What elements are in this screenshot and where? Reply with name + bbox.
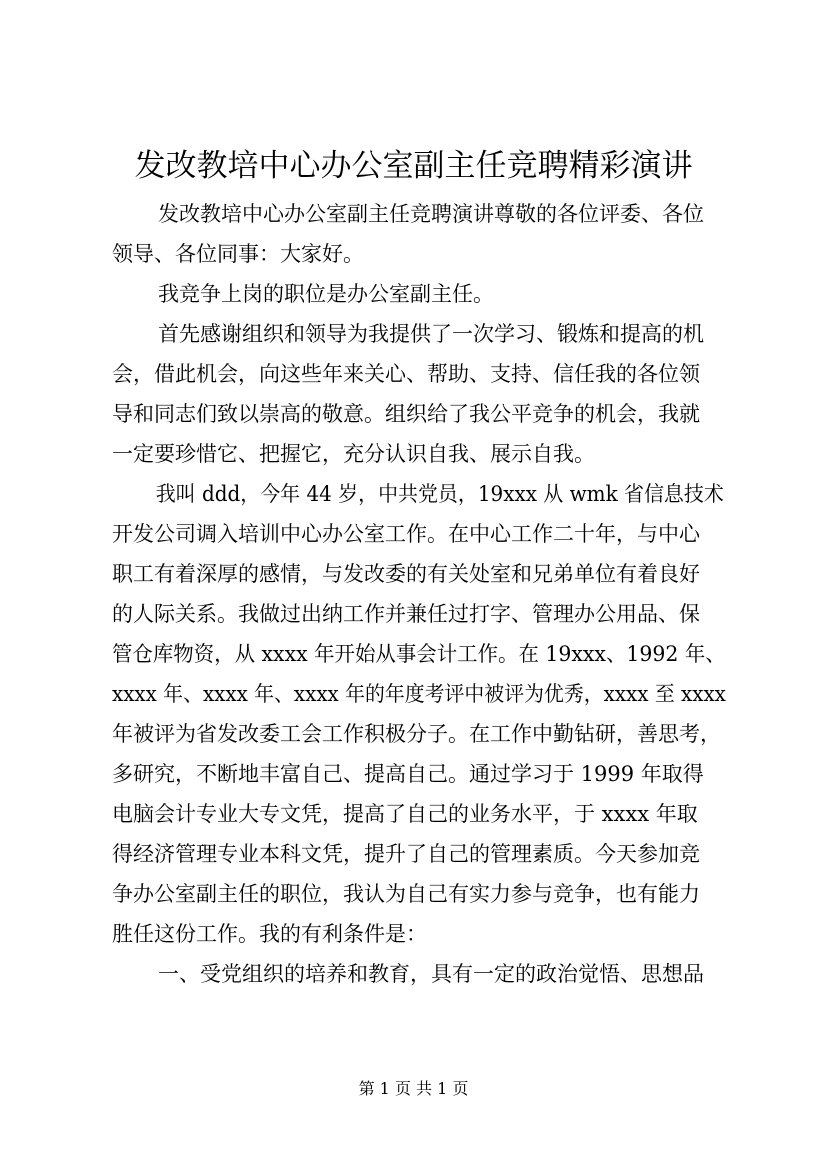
page-footer: 第 1 页 共 1 页 (358, 1079, 469, 1098)
text-line: 得经济管理专业本科文凭，提升了自己的管理素质。今天参加竞 (112, 842, 700, 866)
text-line: 导和同志们致以崇高的敬意。组织给了我公平竞争的机会，我就 (112, 402, 700, 426)
text-line: 管仓库物资，从 xxxx 年开始从事会计工作。在 19xxx、1992 年、 (112, 642, 726, 666)
text-line: 我竞争上岗的职位是办公室副主任。 (158, 282, 494, 306)
text-line: 一、受党组织的培养和教育，具有一定的政治觉悟、思想品 (158, 962, 704, 986)
text-line: 一定要珍惜它、把握它，充分认识自我、展示自我。 (112, 442, 595, 466)
text-line: 我叫 ddd，今年 44 岁，中共党员，19xxx 从 wmk 省信息技术 (155, 482, 724, 506)
text-line: 多研究，不断地丰富自己、提高自己。通过学习于 1999 年取得 (112, 762, 704, 786)
text-line: 会，借此机会，向这些年来关心、帮助、支持、信任我的各位领 (112, 362, 700, 386)
paragraph (112, 314, 726, 474)
text-line: 发改教培中心办公室副主任竞聘演讲尊敬的各位评委、各位 (158, 202, 704, 226)
text-line: 职工有着深厚的感情，与发改委的有关处室和兄弟单位有着良好 (112, 562, 700, 586)
text-line: 年被评为省发改委工会工作积极分子。在工作中勤钻研，善思考， (112, 722, 721, 746)
text-line: 首先感谢组织和领导为我提供了一次学习、锻炼和提高的机 (158, 322, 704, 346)
paragraph (112, 274, 726, 314)
text-line: 胜任这份工作。我的有利条件是： (112, 922, 427, 946)
text-line: 争办公室副主任的职位，我认为自己有实力参与竞争，也有能力 (112, 882, 700, 906)
text-line: 开发公司调入培训中心办公室工作。在中心工作二十年，与中心 (112, 522, 700, 546)
paragraph (112, 954, 726, 994)
text-line: xxxx 年、xxxx 年、xxxx 年的年度考评中被评为优秀，xxxx 至 xxxx (112, 682, 726, 706)
document-title: 发改教培中心办公室副主任竞聘精彩演讲 (134, 148, 693, 184)
document-body (112, 194, 726, 994)
paragraph (112, 474, 726, 954)
text-line: 领导、各位同事：大家好。 (112, 242, 364, 266)
text-line: 电脑会计专业大专文凭，提高了自己的业务水平，于 xxxx 年取 (112, 802, 698, 826)
paragraph (112, 194, 726, 274)
text-line: 的人际关系。我做过出纳工作并兼任过打字、管理办公用品、保 (112, 602, 700, 626)
